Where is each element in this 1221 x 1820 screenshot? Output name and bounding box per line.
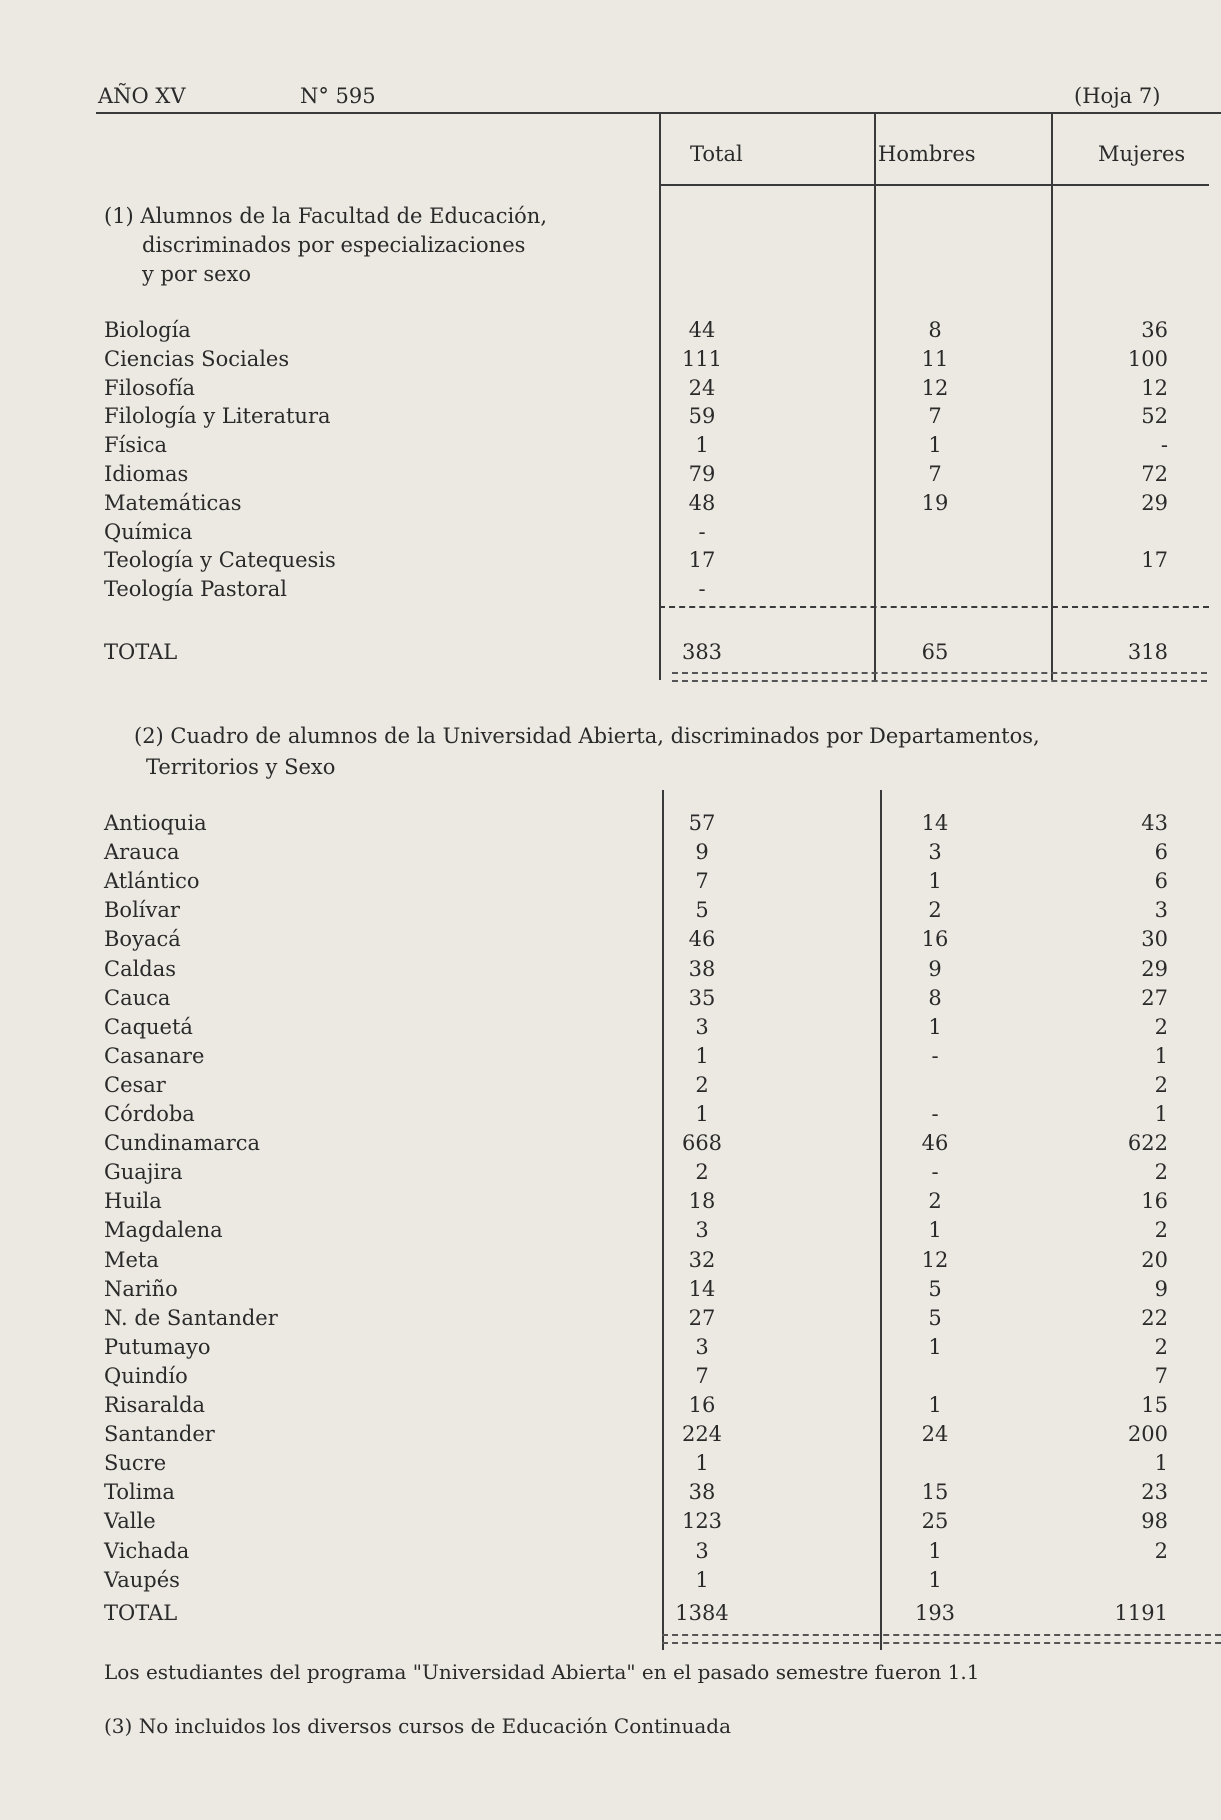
table-row [0, 376, 1221, 405]
row-name: Cesar [104, 1072, 166, 1097]
row-hombres: 1 [928, 1218, 942, 1243]
row-name: Tolima [104, 1480, 175, 1505]
section2-total-value: 1384 [675, 1601, 729, 1625]
table-row [0, 318, 1221, 347]
row-mujeres: 1 [1154, 1102, 1168, 1126]
row-hombres: 8 [928, 318, 942, 342]
row-name: Física [104, 433, 168, 458]
row-hombres: 2 [928, 898, 942, 923]
row-hombres: 2 [928, 1189, 942, 1214]
col-total-header: Total [690, 142, 743, 166]
row-mujeres: 200 [1127, 1422, 1168, 1447]
row-total: 38 [688, 956, 716, 981]
row-mujeres: 17 [1141, 548, 1168, 573]
row-hombres: 1 [928, 433, 942, 458]
row-mujeres: 2 [1154, 1160, 1168, 1185]
table-row [0, 1073, 1221, 1102]
row-mujeres: 2 [1154, 1072, 1168, 1097]
row-mujeres: 29 [1141, 956, 1168, 981]
row-total: 18 [688, 1189, 716, 1214]
row-total: 1 [695, 1451, 709, 1476]
row-name: Filología y Literatura [104, 404, 331, 429]
row-mujeres: 3 [1154, 898, 1168, 923]
row-total: 1 [695, 1102, 709, 1126]
column-header-rule [659, 184, 1209, 186]
row-total: 3 [695, 1538, 709, 1563]
table-row [0, 898, 1221, 927]
row-name: Ciencias Sociales [104, 346, 290, 371]
row-name: Valle [104, 1509, 156, 1534]
row-mujeres: 22 [1141, 1305, 1168, 1330]
row-mujeres: 52 [1141, 404, 1168, 429]
row-total: 668 [681, 1131, 723, 1156]
row-name: Atlántico [104, 869, 200, 894]
row-total: 17 [688, 548, 716, 573]
row-name: Sucre [104, 1451, 167, 1476]
row-total: 1 [695, 433, 709, 458]
row-total: 59 [688, 404, 716, 429]
row-name: Meta [104, 1247, 159, 1272]
row-mujeres: 7 [1154, 1363, 1168, 1388]
section1-title: (1) Alumnos de la Facultad de Educación, [104, 204, 548, 228]
row-mujeres: 2 [1154, 1334, 1168, 1359]
row-total: 224 [681, 1422, 723, 1447]
row-name: Bolívar [104, 898, 180, 923]
table-row [0, 1277, 1221, 1306]
row-hombres: 24 [921, 1422, 949, 1447]
table-row [0, 1015, 1221, 1044]
row-hombres: 1 [928, 869, 942, 894]
row-hombres: 25 [921, 1509, 949, 1534]
row-name: Cundinamarca [104, 1131, 261, 1156]
table-row [0, 986, 1221, 1015]
section1-subtitle-2: y por sexo [142, 262, 252, 286]
row-hombres: 9 [928, 956, 942, 981]
table-row [0, 869, 1221, 898]
table-row [0, 404, 1221, 433]
row-total: - [698, 519, 706, 544]
row-total: 79 [688, 462, 716, 486]
table-row [0, 1509, 1221, 1538]
row-name: Vaupés [104, 1567, 180, 1592]
table-row [0, 462, 1221, 491]
number-label: N° 595 [300, 84, 376, 108]
row-mujeres: 2 [1154, 1014, 1168, 1039]
row-name: Risaralda [104, 1393, 206, 1417]
row-name: Quindío [104, 1363, 188, 1388]
table-row [0, 1451, 1221, 1480]
table-row [0, 811, 1221, 840]
row-name: Biología [104, 318, 191, 342]
table-row [0, 1422, 1221, 1451]
row-mujeres: 20 [1141, 1247, 1168, 1272]
section2-title: (2) Cuadro de alumnos de la Universidad Abierta, discriminados por Departamentos, [134, 724, 1040, 748]
table-row [0, 491, 1221, 520]
row-mujeres: 6 [1154, 840, 1168, 865]
row-hombres: 8 [928, 985, 942, 1010]
row-mujeres: 100 [1127, 346, 1168, 371]
row-hombres: 14 [921, 811, 949, 835]
row-hombres: 1 [928, 1567, 942, 1592]
section1-subtotal-rule [659, 606, 1209, 608]
col-hombres-header: Hombres [878, 142, 976, 166]
table-row [0, 1480, 1221, 1509]
row-hombres: 7 [928, 404, 942, 429]
footnote: Los estudiantes del programa "Universidad Abierta" en el pasado semestre fueron 1.1 [104, 1660, 980, 1684]
row-name: Filosofía [104, 375, 196, 400]
table-row [0, 1218, 1221, 1247]
row-total: 111 [681, 346, 723, 371]
row-total: 32 [688, 1247, 716, 1272]
row-total: 1 [695, 1043, 709, 1068]
row-hombres: 15 [921, 1480, 949, 1505]
row-name: Magdalena [104, 1218, 223, 1243]
row-mujeres: 15 [1141, 1393, 1168, 1417]
row-total: 2 [695, 1072, 709, 1097]
row-name: Matemáticas [104, 490, 242, 515]
row-hombres: - [931, 1102, 939, 1126]
row-total: 48 [688, 490, 716, 515]
row-name: Vichada [104, 1538, 190, 1563]
table-row [0, 1102, 1221, 1131]
row-total: 27 [688, 1305, 716, 1330]
table-row [0, 1160, 1221, 1189]
table-row [0, 1568, 1221, 1597]
row-hombres: 3 [928, 840, 942, 865]
row-total: 24 [688, 375, 716, 400]
row-mujeres: 36 [1141, 318, 1168, 342]
row-name: Química [104, 519, 193, 544]
row-total: 1 [695, 1567, 709, 1592]
table-row [0, 1306, 1221, 1335]
section1-total-hombres: 65 [921, 640, 949, 664]
row-name: Putumayo [104, 1334, 211, 1359]
note-3: (3) No incluidos los diversos cursos de Educación Continuada [104, 1714, 732, 1738]
row-total: 3 [695, 1014, 709, 1039]
row-total: 44 [688, 318, 716, 342]
row-total: 3 [695, 1218, 709, 1243]
row-name: Caldas [104, 956, 177, 981]
row-mujeres: 27 [1141, 985, 1168, 1010]
year-label: AÑO XV [98, 84, 186, 108]
table-row [0, 840, 1221, 869]
table-row [0, 577, 1221, 606]
row-hombres: 7 [928, 462, 942, 486]
row-hombres: 1 [928, 1393, 942, 1417]
row-mujeres: - [1160, 433, 1168, 458]
section2-total-label: TOTAL [104, 1601, 178, 1625]
section1-subtitle: discriminados por especializaciones [142, 233, 526, 257]
table-row [0, 927, 1221, 956]
row-hombres: 1 [928, 1538, 942, 1563]
row-total: 123 [681, 1509, 723, 1534]
row-hombres: 1 [928, 1334, 942, 1359]
row-name: Cauca [104, 985, 171, 1010]
row-mujeres: 30 [1141, 927, 1168, 952]
row-mujeres: 2 [1154, 1218, 1168, 1243]
row-name: Boyacá [104, 927, 181, 952]
row-mujeres: 12 [1141, 375, 1168, 400]
row-total: 5 [695, 898, 709, 923]
row-hombres: 5 [928, 1276, 942, 1301]
row-mujeres: 1 [1154, 1451, 1168, 1476]
sheet-label: (Hoja 7) [1074, 84, 1161, 108]
row-mujeres: 72 [1141, 462, 1168, 486]
row-name: Arauca [104, 840, 180, 865]
row-total: 2 [695, 1160, 709, 1185]
table-row [0, 1393, 1221, 1422]
row-name: Nariño [104, 1276, 178, 1301]
section1-total-mujeres: 318 [1127, 640, 1168, 664]
row-mujeres: 98 [1141, 1509, 1168, 1534]
row-hombres: 19 [921, 490, 949, 515]
table-row [0, 957, 1221, 986]
row-name: Teología Pastoral [104, 577, 288, 602]
table-row [0, 347, 1221, 376]
section1-total-row [0, 640, 1221, 669]
table-row [0, 520, 1221, 549]
table-row [0, 1131, 1221, 1160]
row-name: Huila [104, 1189, 162, 1214]
row-hombres: 16 [921, 927, 949, 952]
row-hombres: 46 [921, 1131, 949, 1156]
table-row [0, 433, 1221, 462]
row-mujeres: 622 [1127, 1131, 1168, 1156]
row-hombres: 12 [921, 375, 949, 400]
row-name: Antioquia [104, 811, 207, 835]
row-total: 9 [695, 840, 709, 865]
row-name: Caquetá [104, 1014, 193, 1039]
section2-subtitle: Territorios y Sexo [146, 755, 336, 779]
section2-double-rule [662, 1634, 1221, 1644]
row-hombres: 1 [928, 1014, 942, 1039]
section1-double-rule [672, 672, 1207, 682]
table-row [0, 1364, 1221, 1393]
row-total: 38 [688, 1480, 716, 1505]
row-hombres: 12 [921, 1247, 949, 1272]
table-row [0, 1189, 1221, 1218]
row-mujeres: 2 [1154, 1538, 1168, 1563]
section2-total-mujeres: 1191 [1114, 1601, 1168, 1625]
row-mujeres: 1 [1154, 1043, 1168, 1068]
row-total: - [698, 577, 706, 602]
table-row [0, 1335, 1221, 1364]
row-total: 16 [688, 1393, 716, 1417]
row-mujeres: 9 [1154, 1276, 1168, 1301]
table-row [0, 1044, 1221, 1073]
col-mujeres-header: Mujeres [1098, 142, 1186, 166]
row-hombres: 5 [928, 1305, 942, 1330]
row-mujeres: 29 [1141, 490, 1168, 515]
table-row [0, 1539, 1221, 1568]
section2-total-row [0, 1601, 1221, 1630]
row-total: 14 [688, 1276, 716, 1301]
row-name: Casanare [104, 1043, 205, 1068]
row-name: Córdoba [104, 1102, 195, 1126]
table-row [0, 548, 1221, 577]
row-total: 35 [688, 985, 716, 1010]
section1-total-label: TOTAL [104, 640, 178, 664]
row-mujeres: 43 [1141, 811, 1168, 835]
row-total: 3 [695, 1334, 709, 1359]
row-mujeres: 23 [1141, 1480, 1168, 1505]
row-name: Teología y Catequesis [104, 548, 336, 573]
row-total: 7 [695, 1363, 709, 1388]
row-name: N. de Santander [104, 1305, 278, 1330]
row-total: 7 [695, 869, 709, 894]
table-row [0, 1248, 1221, 1277]
row-total: 57 [688, 811, 716, 835]
row-total: 46 [688, 927, 716, 952]
row-mujeres: 16 [1141, 1189, 1168, 1214]
section2-total-hombres: 193 [914, 1601, 956, 1625]
row-name: Idiomas [104, 462, 189, 486]
row-hombres: 11 [921, 346, 949, 371]
row-hombres: - [931, 1160, 939, 1185]
row-name: Santander [104, 1422, 215, 1447]
section1-total-value: 383 [681, 640, 723, 664]
row-mujeres: 6 [1154, 869, 1168, 894]
row-name: Guajira [104, 1160, 183, 1185]
row-hombres: - [931, 1043, 939, 1068]
